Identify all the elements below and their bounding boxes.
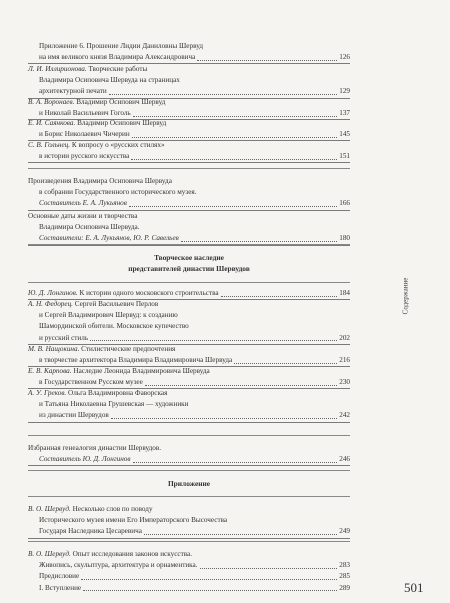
dot-leader xyxy=(109,94,337,95)
section-divider xyxy=(28,282,350,283)
section-divider xyxy=(28,541,350,542)
page-number: 166 xyxy=(339,199,350,208)
sub-entry[interactable]: I. Вступление 289 xyxy=(28,583,350,594)
author: А. У. Греков. xyxy=(28,389,67,397)
entry-line xyxy=(28,198,350,210)
page-number: 180 xyxy=(339,234,350,243)
toc-entry[interactable] xyxy=(28,388,350,423)
section-divider xyxy=(28,496,350,497)
section-divider xyxy=(28,168,350,169)
entry-line: Е. В. Карпова. Наследие Леонида Владимировича Шервуда xyxy=(28,367,210,375)
entry-line: Владимира Осиповича Шервуда на страницах xyxy=(39,76,180,85)
page-number: 242 xyxy=(339,411,350,420)
entry-line: из династии Шервудов 242 xyxy=(28,410,350,422)
page-number: 285 xyxy=(339,572,350,581)
entry-line: Ю. Д. Лонгинов. К истории одного московского строительства 184 xyxy=(28,288,350,300)
sub-entry[interactable]: Живопись, скульптура, архитектура и орнаментика. 283 xyxy=(28,560,350,571)
entry-line: в собрании Государственного исторического музея. xyxy=(39,188,197,197)
entry-line: В. О. Шервуд. Несколько слов по поводу xyxy=(28,505,153,513)
toc-entry[interactable] xyxy=(28,366,350,389)
dot-leader xyxy=(83,590,337,591)
entry-line: Шамординской обители. Московское купечество xyxy=(39,322,189,331)
compiler: Составитель Е. А. Лукьянов xyxy=(39,199,127,208)
dot-leader xyxy=(145,385,337,386)
author: В. А. Воронаев. xyxy=(28,98,75,106)
entry-line: в творчестве архитектора Владимира Владимировича Шервуда 216 xyxy=(28,355,350,367)
entry-line: и Татьяна Николаевна Грушевская — художники xyxy=(39,400,189,409)
entry-line: Л. И. Иллирионова. Творческие работы xyxy=(28,65,148,73)
running-head: Содержание xyxy=(401,277,410,315)
entry-line: Е. И. Саянкова. Владимир Осипович Шервуд xyxy=(28,119,167,127)
page-number: 126 xyxy=(339,53,350,62)
entry-line: В. А. Воронаев. Владимир Осипович Шервуд xyxy=(28,98,166,106)
dot-leader xyxy=(111,418,337,419)
dot-leader xyxy=(90,340,337,341)
entry-line: на имя великого князя Владимира Александровича 126 xyxy=(28,52,350,64)
entry-line: В. О. Шервуд. Опыт исследования законов искусства. xyxy=(28,550,193,558)
page-number: 145 xyxy=(339,130,350,139)
entry-line: Исторического музея имени Его Императорского Высочества xyxy=(39,516,228,525)
page-number: 151 xyxy=(339,152,350,161)
dot-leader xyxy=(132,137,338,138)
entry-line: Государя Наследника Цесаревича 249 xyxy=(28,526,350,538)
page-number: 184 xyxy=(339,289,350,297)
toc-entry[interactable] xyxy=(28,299,350,345)
dot-leader xyxy=(81,579,337,580)
dot-leader xyxy=(133,462,338,463)
toc-entry[interactable] xyxy=(28,118,350,141)
entry-line: Приложение 6. Прошение Лидии Даниловны Шервуд xyxy=(39,42,204,50)
author: Е. И. Саянкова. xyxy=(28,119,76,127)
page-number: 246 xyxy=(339,455,350,464)
entry-line: Избранная генеалогия династии Шервудов. xyxy=(28,444,162,452)
toc-entry[interactable] xyxy=(28,176,350,211)
dot-leader xyxy=(200,568,338,569)
page-number: 283 xyxy=(339,561,350,570)
page-number: 216 xyxy=(339,356,350,365)
entry-line: и русский стиль 202 xyxy=(28,333,350,345)
dot-leader xyxy=(131,159,337,160)
toc-entry[interactable] xyxy=(28,64,350,99)
compiler: Составители: Е. А. Лукьянов, Ю. Р. Савельев xyxy=(39,234,179,243)
section-divider xyxy=(28,435,350,436)
section-heading: Творческое наследие представителей династии Шервудов xyxy=(128,253,250,273)
author: А. Н. Федорец. xyxy=(28,300,73,308)
section-heading: Приложение xyxy=(167,479,211,488)
entry-line: Основные даты жизни и творчества xyxy=(28,212,138,220)
entry-line: А. У. Греков. Ольга Владимировна Фаворская xyxy=(28,389,168,397)
dot-leader xyxy=(129,206,337,207)
entry-line: Владимира Осиповича Шервуда. xyxy=(39,223,140,232)
entry-line: и Сергей Владимирович Шервуд: к созданию xyxy=(39,311,178,320)
author: Е. В. Карпова. xyxy=(28,367,72,375)
author: В. О. Шервуд. xyxy=(28,550,71,558)
author: Л. И. Иллирионова. xyxy=(28,65,87,73)
entry-line xyxy=(28,454,350,466)
toc-entry[interactable] xyxy=(28,97,350,120)
dot-leader xyxy=(144,534,337,535)
toc-entry[interactable] xyxy=(28,443,350,466)
toc-entry[interactable] xyxy=(28,41,350,64)
author: В. О. Шервуд. xyxy=(28,505,71,513)
toc-entry[interactable] xyxy=(28,344,350,367)
author: Ю. Д. Лонгинов. xyxy=(28,289,78,297)
entry-line: С. В. Гольнец. К вопросу о «русских стилях» xyxy=(28,141,165,149)
entry-line: и Борис Николаевич Чичерин 145 xyxy=(28,129,350,141)
toc-entry[interactable] xyxy=(28,549,350,594)
dot-leader xyxy=(197,60,337,61)
entry-line: архитектурной печати 129 xyxy=(28,86,350,98)
entry-line: А. Н. Федорец. Сергей Васильевич Перлов xyxy=(28,300,159,308)
page-number: 249 xyxy=(339,527,350,536)
dot-leader xyxy=(133,116,338,117)
section-divider xyxy=(28,470,350,471)
page-number: 230 xyxy=(339,378,350,387)
author: М. В. Нащокина. xyxy=(28,345,80,353)
toc-entry[interactable] xyxy=(28,211,350,246)
dot-leader xyxy=(181,241,337,242)
toc-entry[interactable] xyxy=(28,140,350,163)
sub-entry[interactable]: Предисловие 285 xyxy=(28,571,350,582)
entry-line: и Николай Васильевич Гоголь 137 xyxy=(28,108,350,120)
compiler: Составитель Ю. Д. Лонгинов xyxy=(39,455,131,464)
entry-line: в Государственном Русском музее 230 xyxy=(28,377,350,389)
toc-entry[interactable] xyxy=(28,504,350,539)
page-number: 129 xyxy=(339,87,350,96)
entry-line: Произведения Владимира Осиповича Шервуда xyxy=(28,177,172,185)
dot-leader xyxy=(221,296,338,297)
dot-leader xyxy=(234,363,337,364)
page-number: 202 xyxy=(339,333,350,342)
page-number: 289 xyxy=(339,583,350,592)
page-number: 137 xyxy=(339,109,350,118)
entry-line: М. В. Нащокина. Стилистические предпочтения xyxy=(28,345,176,353)
author: С. В. Гольнец. xyxy=(28,141,71,149)
page-folio: 501 xyxy=(404,580,424,595)
entry-line: в истории русского искусства 151 xyxy=(28,151,350,163)
section-divider xyxy=(28,244,350,245)
